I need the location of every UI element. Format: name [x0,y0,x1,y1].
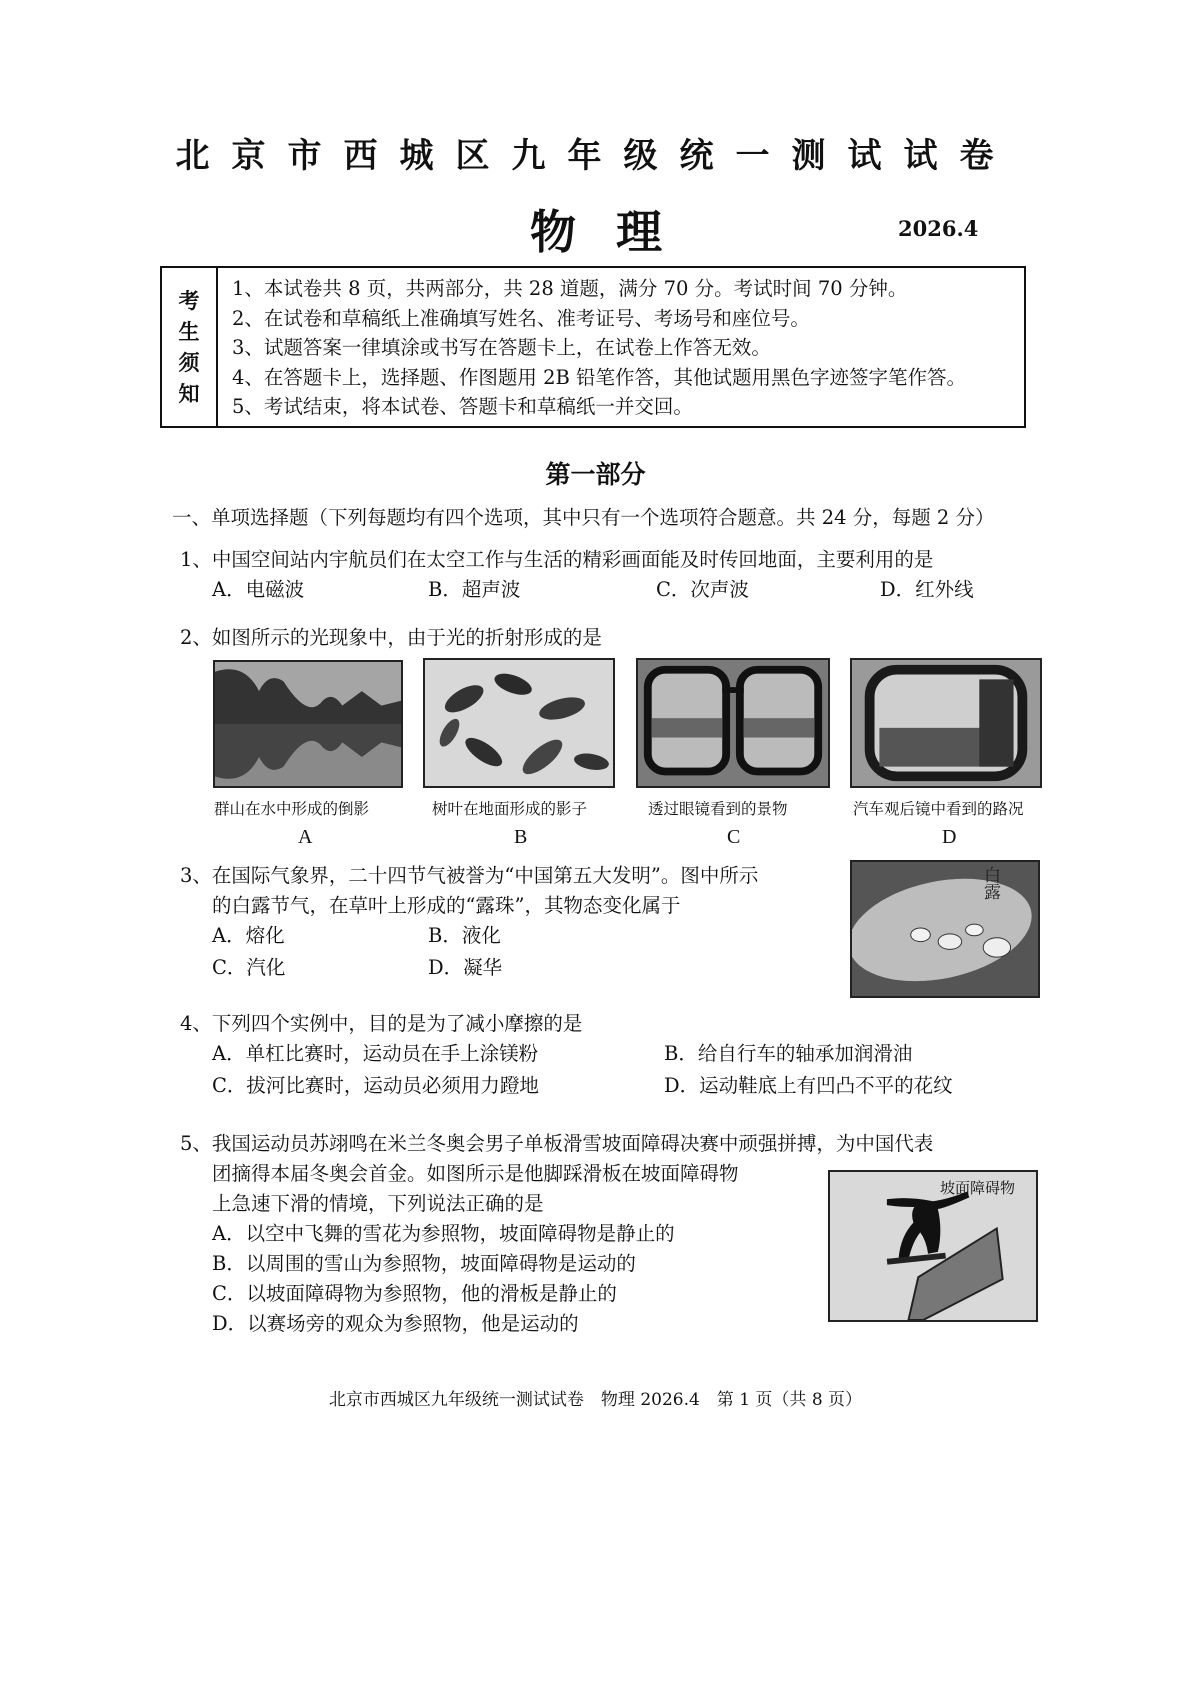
question-3-stem: 3、在国际气象界，二十四节气被誉为“中国第五大发明”。图中所示 [180,864,759,887]
question-5-stem: 上急速下滑的情境，下列说法正确的是 [212,1192,544,1215]
image-letter: C [727,826,741,848]
question-1-option: C．次声波 [656,578,749,601]
question-4-stem: 4、下列四个实例中，目的是为了减小摩擦的是 [180,1012,583,1035]
question-2-stem: 2、如图所示的光现象中，由于光的折射形成的是 [180,626,602,649]
image-glasses-view [636,658,830,788]
section-heading: 一、单项选择题（下列每题均有四个选项，其中只有一个选项符合题意。共 24 分，每题 2 分） [172,506,995,529]
image-caption: 透过眼镜看到的景物 [648,800,788,818]
image-dewdrops [850,860,1040,998]
image-letter: D [942,826,957,848]
snowboard-image-label: 坡面障碍物 [940,1179,1016,1197]
exam-title: 北京市西城区九年级统一测试试卷 [175,136,1016,176]
question-5-option: A．以空中飞舞的雪花为参照物，坡面障碍物是静止的 [212,1222,675,1245]
question-3-stem: 的白露节气，在草叶上形成的“露珠”，其物态变化属于 [212,894,681,917]
page-footer: 北京市西城区九年级统一测试试卷 物理 2026.4 第 1 页（共 8 页） [328,1390,863,1410]
question-3-option: C．汽化 [212,956,286,979]
subject-title: 物理 [530,205,702,259]
image-leaf-shadow [423,658,615,788]
label-char: 须 [178,350,200,375]
exam-date: 2026.4 [898,216,979,241]
label-char: 考 [178,288,200,313]
image-letter: A [298,826,313,848]
question-4-option: C．拔河比赛时，运动员必须用力蹬地 [212,1074,539,1097]
instructions-label [162,268,218,426]
instructions-box [160,266,1026,428]
question-5-stem: 团摘得本届冬奥会首金。如图所示是他脚踩滑板在坡面障碍物 [212,1162,739,1185]
instruction-item: 5、考试结束，将本试卷、答题卡和草稿纸一并交回。 [232,395,693,418]
image-letter: B [514,826,528,848]
dewdrop-image-text: 白露 [980,866,1000,900]
instruction-item: 4、在答题卡上，选择题、作图题用 2B 铅笔作答，其他试题用黑色字迹签字笔作答。 [232,365,967,389]
image-car-mirror [850,658,1042,788]
image-caption: 树叶在地面形成的影子 [432,800,588,818]
question-3-option: D．凝华 [428,956,503,979]
question-1-stem: 1、中国空间站内宇航员们在太空工作与生活的精彩画面能及时传回地面，主要利用的是 [180,548,934,571]
question-1-option: B．超声波 [428,578,521,601]
instruction-item: 2、在试卷和草稿纸上准确填写姓名、准考证号、考场号和座位号。 [232,306,810,330]
question-5-option: D．以赛场旁的观众为参照物，他是运动的 [212,1312,579,1335]
question-5-stem: 5、我国运动员苏翊鸣在米兰冬奥会男子单板滑雪坡面障碍决赛中顽强拼搏，为中国代表 [180,1132,934,1155]
instruction-item: 3、试题答案一律填涂或书写在答题卡上，在试卷上作答无效。 [232,336,771,359]
image-caption: 汽车观后镜中看到的路况 [853,800,1024,818]
question-1-option: A．电磁波 [212,578,305,601]
label-char: 生 [178,319,200,344]
question-3-option: A．熔化 [212,924,285,947]
label-char: 知 [178,381,200,406]
question-4-option: D．运动鞋底上有凹凸不平的花纹 [664,1074,953,1097]
part-title: 第一部分 [545,460,646,489]
question-3-option: B．液化 [428,924,501,947]
image-caption: 群山在水中形成的倒影 [214,800,370,818]
instruction-item: 1、本试卷共 8 页，共两部分，共 28 道题，满分 70 分。考试时间 70 分钟。 [232,277,908,300]
image-mountain-reflection [213,660,403,788]
question-5-option: B．以周围的雪山为参照物，坡面障碍物是运动的 [212,1252,636,1275]
question-5-option: C．以坡面障碍物为参照物，他的滑板是静止的 [212,1282,617,1305]
question-4-option: A．单杠比赛时，运动员在手上涂镁粉 [212,1042,539,1065]
question-1-option: D．红外线 [880,578,974,601]
question-4-option: B．给自行车的轴承加润滑油 [664,1042,913,1065]
instructions-list [232,274,966,422]
